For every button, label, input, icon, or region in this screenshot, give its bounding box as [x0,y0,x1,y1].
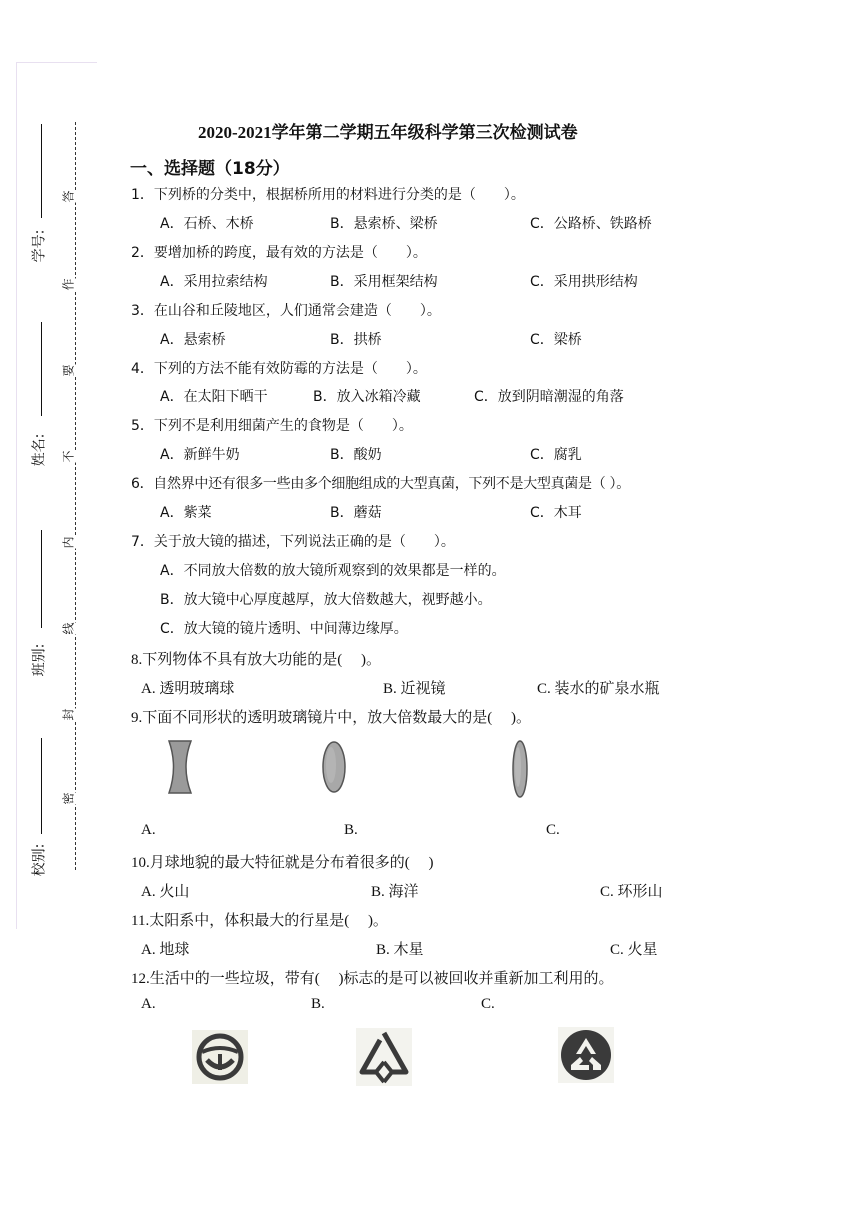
thin-convex-lens-image [510,738,530,800]
q11-option-b: B. 木星 [376,942,424,958]
q12-option-b: B. [311,996,325,1012]
field-student-id: 学号: [31,229,48,263]
q4-option-a: A．在太阳下晒干 [160,389,268,405]
q9-option-b: B. [344,822,358,838]
q11-option-c: C. 火星 [610,942,658,958]
question-4: 4．下列的方法不能有效防霉的方法是（ ）。 [131,361,427,377]
question-9: 9.下面不同形状的透明玻璃镜片中，放大倍数最大的是( )。 [131,710,531,726]
section-heading: 一、选择题（18分） [130,159,290,179]
warning-char: 线 [61,622,76,635]
q6-option-c: C．木耳 [530,505,582,521]
q8-option-c: C. 装水的矿泉水瓶 [537,681,660,697]
q2-option-b: B．采用框架结构 [330,274,438,290]
question-3: 3．在山谷和丘陵地区，人们通常会建造（ ）。 [131,303,441,319]
q9-option-c: C. [546,822,560,838]
warning-char: 不 [61,450,76,463]
question-11: 11.太阳系中，体积最大的行星是( )。 [131,913,388,929]
q2-option-c: C．采用拱形结构 [530,274,638,290]
q3-option-c: C．梁桥 [530,332,582,348]
q8-option-a: A. 透明玻璃球 [141,681,235,697]
question-1: 1．下列桥的分类中，根据桥所用的材料进行分类的是（ ）。 [131,187,525,203]
q8-option-b: B. 近视镜 [383,681,446,697]
q3-option-b: B．拱桥 [330,332,382,348]
question-5: 5．下列不是利用细菌产生的食物是（ ）。 [131,418,413,434]
q12-option-a: A. [141,996,156,1012]
question-6: 6．自然界中还有很多一些由多个细胞组成的大型真菌，下列不是大型真菌是（ ）。 [131,476,630,492]
school-line [41,738,42,834]
q11-option-a: A. 地球 [141,942,190,958]
q1-option-c: C．公路桥、铁路桥 [530,216,652,232]
q6-option-b: B．蘑菇 [330,505,382,521]
warning-char: 封 [61,708,76,721]
q10-option-a: A. 火山 [141,884,190,900]
thick-convex-lens-image [320,738,348,796]
triangle-arrows-logo-image [356,1028,412,1086]
q10-option-b: B. 海洋 [371,884,419,900]
question-2: 2．要增加桥的跨度，最有效的方法是（ ）。 [131,245,427,261]
q4-option-c: C．放到阴暗潮湿的角落 [474,389,624,405]
q1-option-a: A．石桥、木桥 [160,216,254,232]
warning-char: 要 [61,364,76,377]
field-class: 班别: [31,643,48,677]
binding-margin [16,62,97,929]
q7-option-c: C．放大镜的镜片透明、中间薄边缘厚。 [160,621,408,637]
warning-char: 密 [61,792,76,805]
q12-option-c: C. [481,996,495,1012]
q6-option-a: A．紫菜 [160,505,212,521]
name-line [41,322,42,416]
q5-option-b: B．酸奶 [330,447,382,463]
student-id-line [41,124,42,218]
field-school: 校别: [31,843,48,877]
binding-dashed-line [75,122,76,870]
page-title: 2020-2021学年第二学期五年级科学第三次检测试卷 [198,123,578,142]
warning-char: 作 [61,278,76,291]
field-name: 姓名: [31,433,48,467]
q7-option-b: B．放大镜中心厚度越厚，放大倍数越大，视野越小。 [160,592,492,608]
q7-option-a: A．不同放大倍数的放大镜所观察到的效果都是一样的。 [160,563,506,579]
question-7: 7．关于放大镜的描述，下列说法正确的是（ ）。 [131,534,455,550]
q3-option-a: A．悬索桥 [160,332,226,348]
concave-lens-image [166,738,194,796]
question-10: 10.月球地貌的最大特征就是分布着很多的( ) [131,855,434,871]
green-food-logo-image [192,1030,248,1084]
question-12: 12.生活中的一些垃圾，带有( )标志的是可以被回收并重新加工利用的。 [131,971,614,987]
warning-char: 内 [61,536,76,549]
q5-option-c: C．腐乳 [530,447,582,463]
q5-option-a: A．新鲜牛奶 [160,447,240,463]
class-line [41,530,42,628]
q1-option-b: B．悬索桥、梁桥 [330,216,438,232]
question-8: 8.下列物体不具有放大功能的是( )。 [131,652,381,668]
recycle-symbol-image [558,1027,614,1083]
q4-option-b: B．放入冰箱冷藏 [313,389,421,405]
warning-char: 答 [61,190,76,203]
q10-option-c: C. 环形山 [600,884,663,900]
q9-option-a: A. [141,822,156,838]
q2-option-a: A．采用拉索结构 [160,274,268,290]
